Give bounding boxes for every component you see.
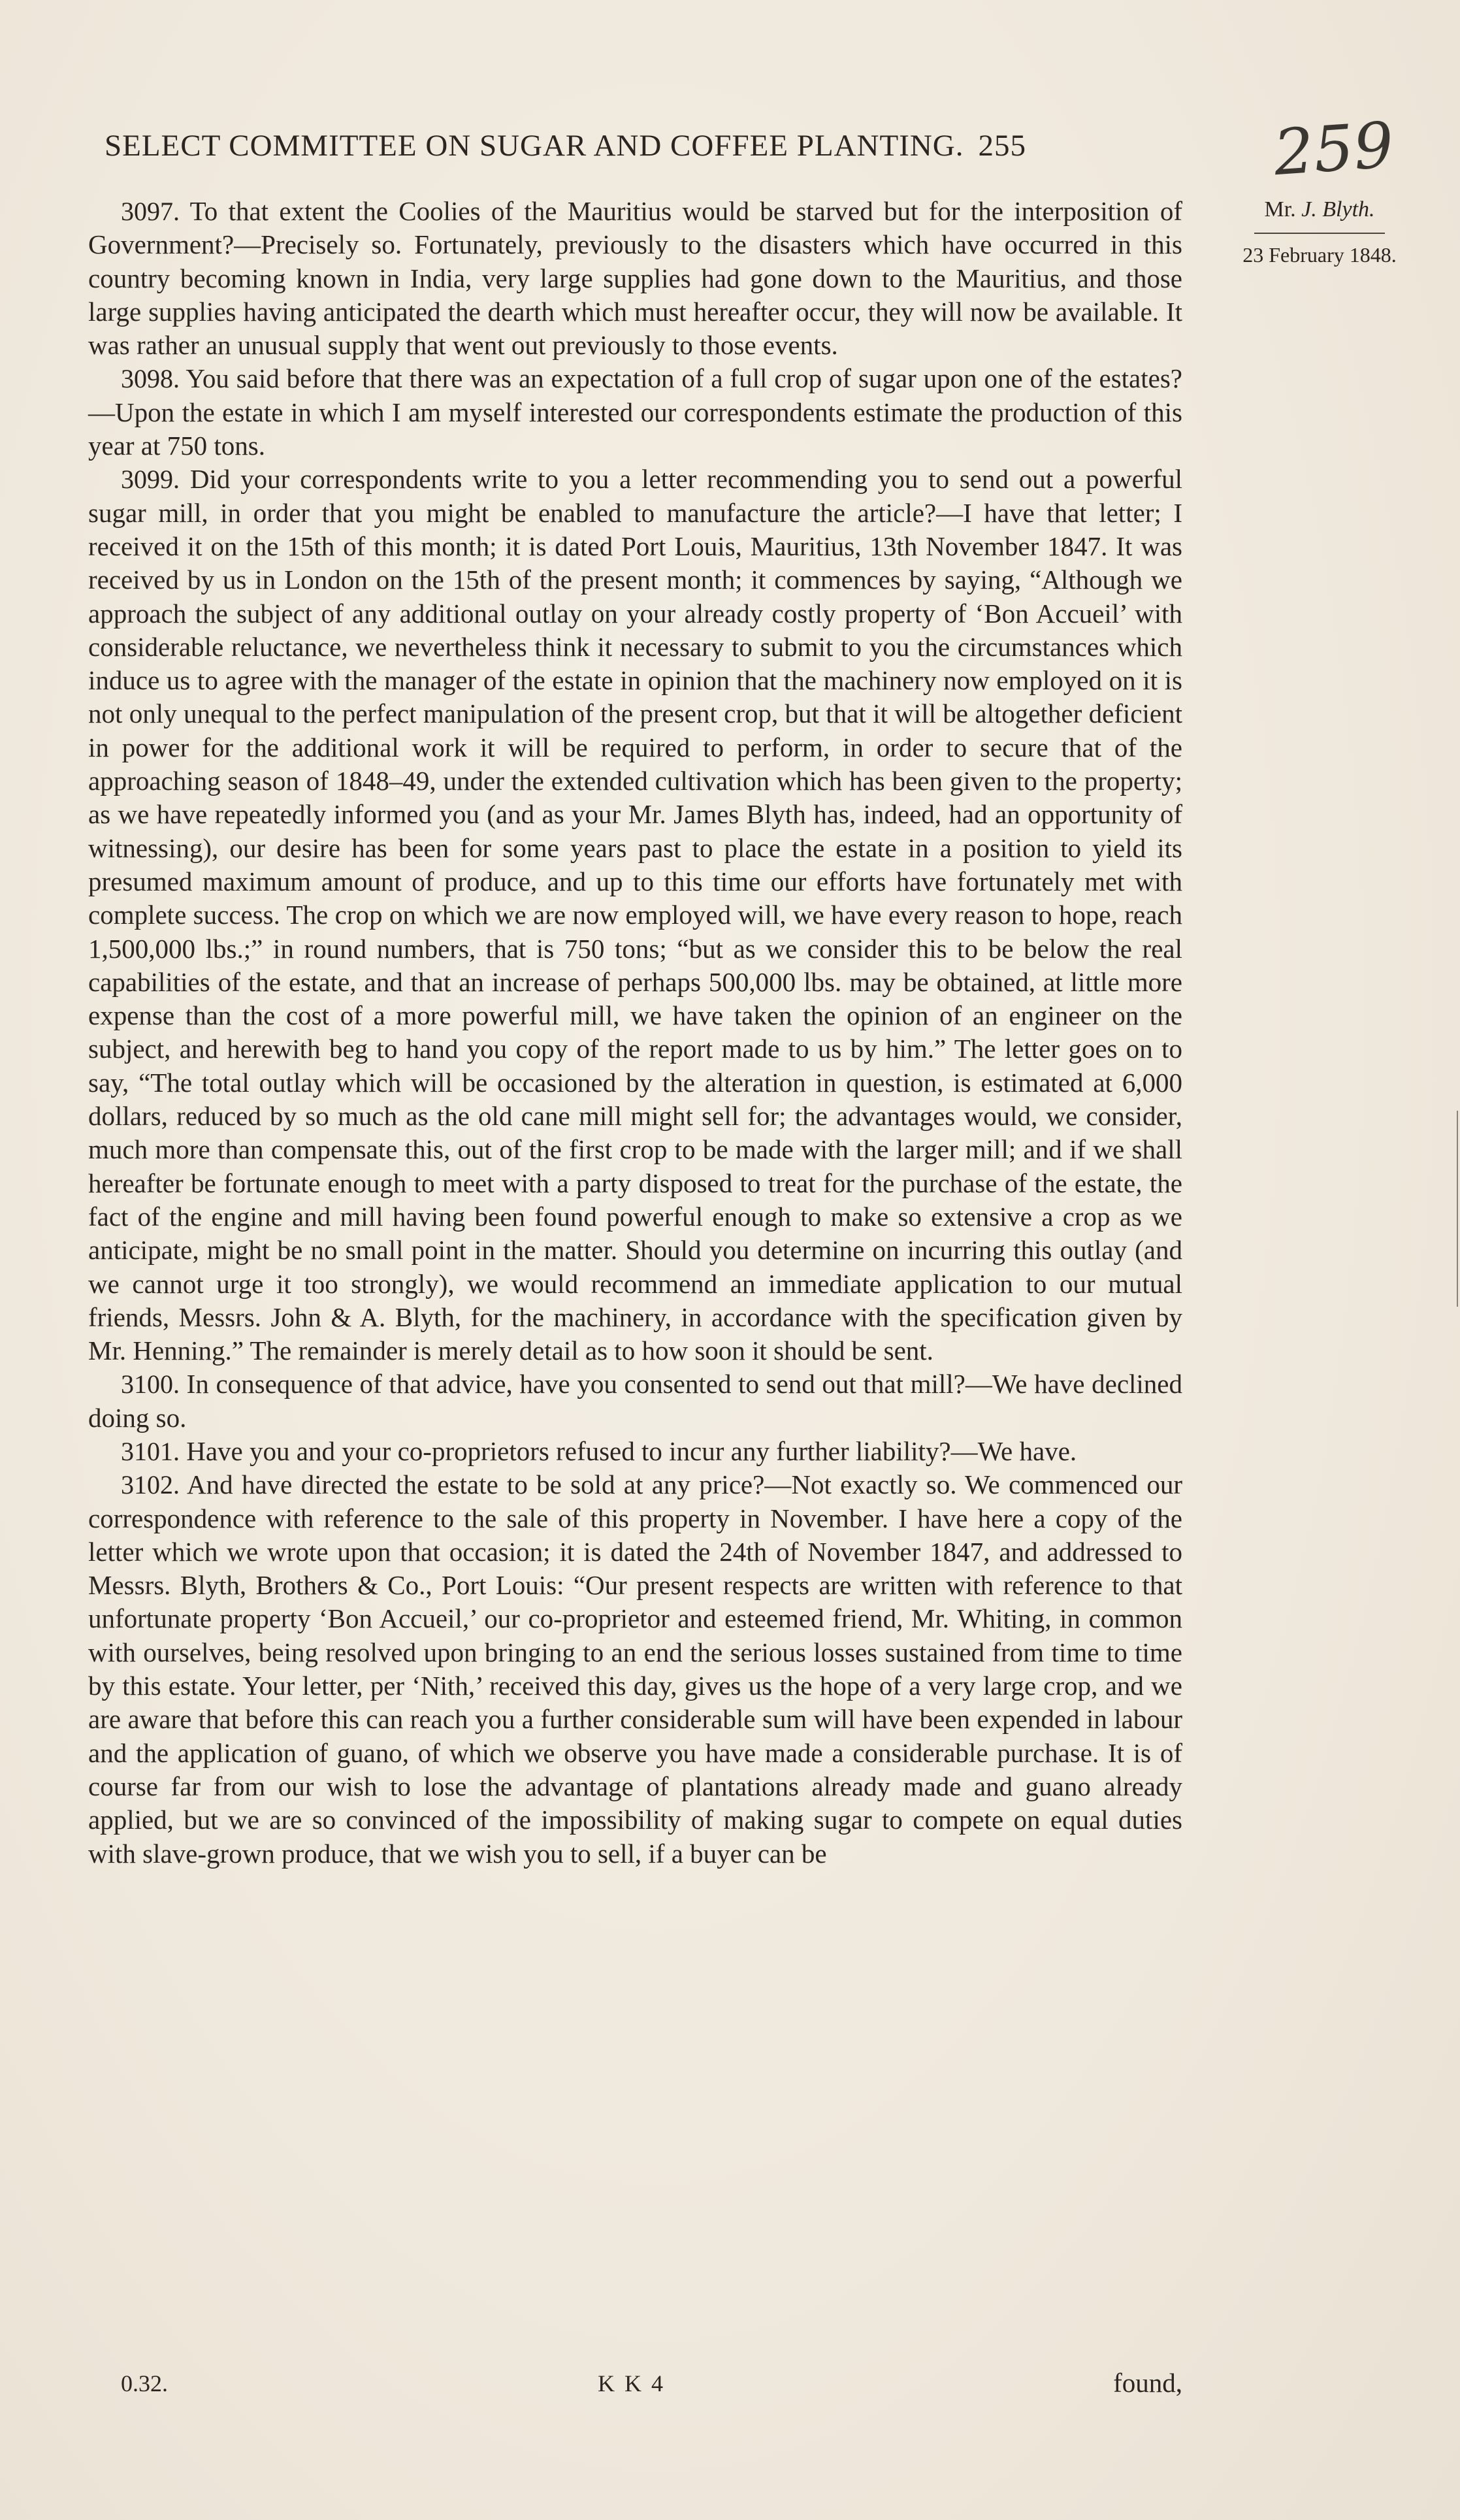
question-number: 3100. <box>121 1369 180 1399</box>
question-number: 3097. <box>121 197 180 226</box>
testimony-body <box>88 195 1182 1871</box>
question-text: In consequence of that advice, have you consented to send out that mill?—We have declined doing so. <box>88 1369 1183 1433</box>
question-paragraph <box>88 1435 1182 1468</box>
question-text: Did your correspondents write to you a letter recommending you to send out a powerful sugar mill, in order that you might be enabled to manufacture the article?—I have that letter; I received it on the 15th of this month; it is dated Port Louis, Mauritius, 13th November 1847. It was received by us in London on the 15th of the present month; it commences by saying, “Although we approach the subject of any additional outlay on your already costly property of ‘Bon Accueil’ with considerable reluctance, we nevertheless think it necessary to submit to you the circumstances which induce us to agree with the manager of the estate in opinion that the machinery now employed on it is not only unequal to the perfect manipulation of the present crop, but that it will be altogether deficient in power for the additional work it will be required to perform, in order to secure that of the approaching season of 1848–49, under the extended cultivation which has been given to the property; as we have repeatedly informed you (and as your Mr. James Blyth has, indeed, had an opportunity of witnessing), our desire has been for some years past to place the estate in a position to yield its presumed maximum amount of produce, and up to this time our efforts have fortunately met with complete success. The crop on which we are now employed will, we have every reason to hope, reach 1,500,000 lbs.;” in round numbers, that is 750 tons; “but as we consider this to be below the real capabilities of the estate, and that an increase of perhaps 500,000 lbs. may be obtained, at little more expense than the cost of a more powerful mill, we have taken the opinion of an engineer on the subject, and herewith beg to hand you copy of the report made to us by him.” The letter goes on to say, “The total outlay which will be occasioned by the alteration in question, is estimated at 6,000 dollars, reduced by so much as the old cane mill might sell for; the advantages would, we consider, much more than compensate this, out of the first crop to be made with the larger mill; and if we shall hereafter be fortunate enough to meet with a party disposed to treat for the purchase of the estate, the fact of the engine and mill having been found powerful enough to make so extensive a crop as we anticipate, might be no small point in the matter. Should you determine on incurring this outlay (and we cannot urge it too strongly), we would recommend an immediate application to our mutual friends, Messrs. John & A. Blyth, for the machinery, in accordance with the specification given by Mr. Henning.” The remainder is merely detail as to how soon it should be sent. <box>88 464 1183 1366</box>
witness-prefix: Mr. <box>1264 197 1296 221</box>
question-number: 3101. <box>121 1436 180 1466</box>
question-number: 3102. <box>121 1470 180 1500</box>
handwritten-folio-number: 259 <box>1271 108 1396 190</box>
gathering-mark: K K 4 <box>598 2370 665 2397</box>
question-text: Have you and your co-proprietors refused to incur any further liability?—We have. <box>186 1435 1077 1466</box>
question-text: You said before that there was an expectation of a full crop of sugar upon one of the estates?—Upon the estate in which I am myself interested our correspondents estimate the production of this year at 750 tons. <box>88 363 1182 461</box>
header-title: SELECT COMMITTEE ON SUGAR AND COFFEE PLANTING. <box>105 129 964 163</box>
witness-name: J. Blyth. <box>1301 197 1375 221</box>
running-header <box>105 128 1182 163</box>
question-number: 3098. <box>121 364 180 394</box>
question-paragraph <box>88 1367 1182 1435</box>
page-number: 255 <box>978 129 1026 163</box>
question-text: To that extent the Coolies of the Mauritius would be starved but for the interposition of Government?—Precisely so. Fortunately, previously to the disasters which have occurred in this country becoming known in India, very large supplies had gone down to the Mauritius, and those large supplies having anticipated the dearth which must hereafter occur, they will now be available. It was rather an unusual supply that went out previously to those events. <box>88 196 1182 361</box>
margin-date: 23 February 1848. <box>1242 243 1397 267</box>
signature-mark: 0.32. <box>121 2370 168 2397</box>
question-paragraph <box>88 463 1182 1367</box>
question-paragraph <box>88 362 1182 463</box>
margin-note <box>1195 197 1444 267</box>
margin-witness <box>1195 197 1444 222</box>
margin-rule <box>1254 233 1385 234</box>
question-text: And have directed the estate to be sold at any price?—Not exactly so. We commenced our correspondence with reference to the sale of this property in November. I have here a copy of the letter which we wrote upon that occasion; it is dated the 24th of November 1847, and addressed to Messrs. Blyth, Brothers & Co., Port Louis: “Our present respects are written with reference to that unfortunate property ‘Bon Accueil,’ our co-proprietor and esteemed friend, Mr. Whiting, in common with ourselves, being resolved upon bringing to an end the serious losses sustained from time to time by this estate. Your letter, per ‘Nith,’ received this day, gives us the hope of a very large crop, and we are aware that before this can reach you a further considerable sum will have been expended in labour and the application of guano, of which we observe you have made a considerable purchase. It is of course far from our wish to lose the advantage of plantations already made and guano already applied, but we are so convinced of the impossibility of making sugar to compete on equal duties with slave-grown produce, that we wish you to sell, if a buyer can be <box>88 1469 1182 1869</box>
question-paragraph <box>88 1468 1182 1871</box>
catchword: found, <box>1113 2368 1182 2398</box>
question-number: 3099. <box>121 465 180 495</box>
edge-mark <box>1457 1111 1458 1307</box>
question-paragraph <box>88 195 1182 362</box>
